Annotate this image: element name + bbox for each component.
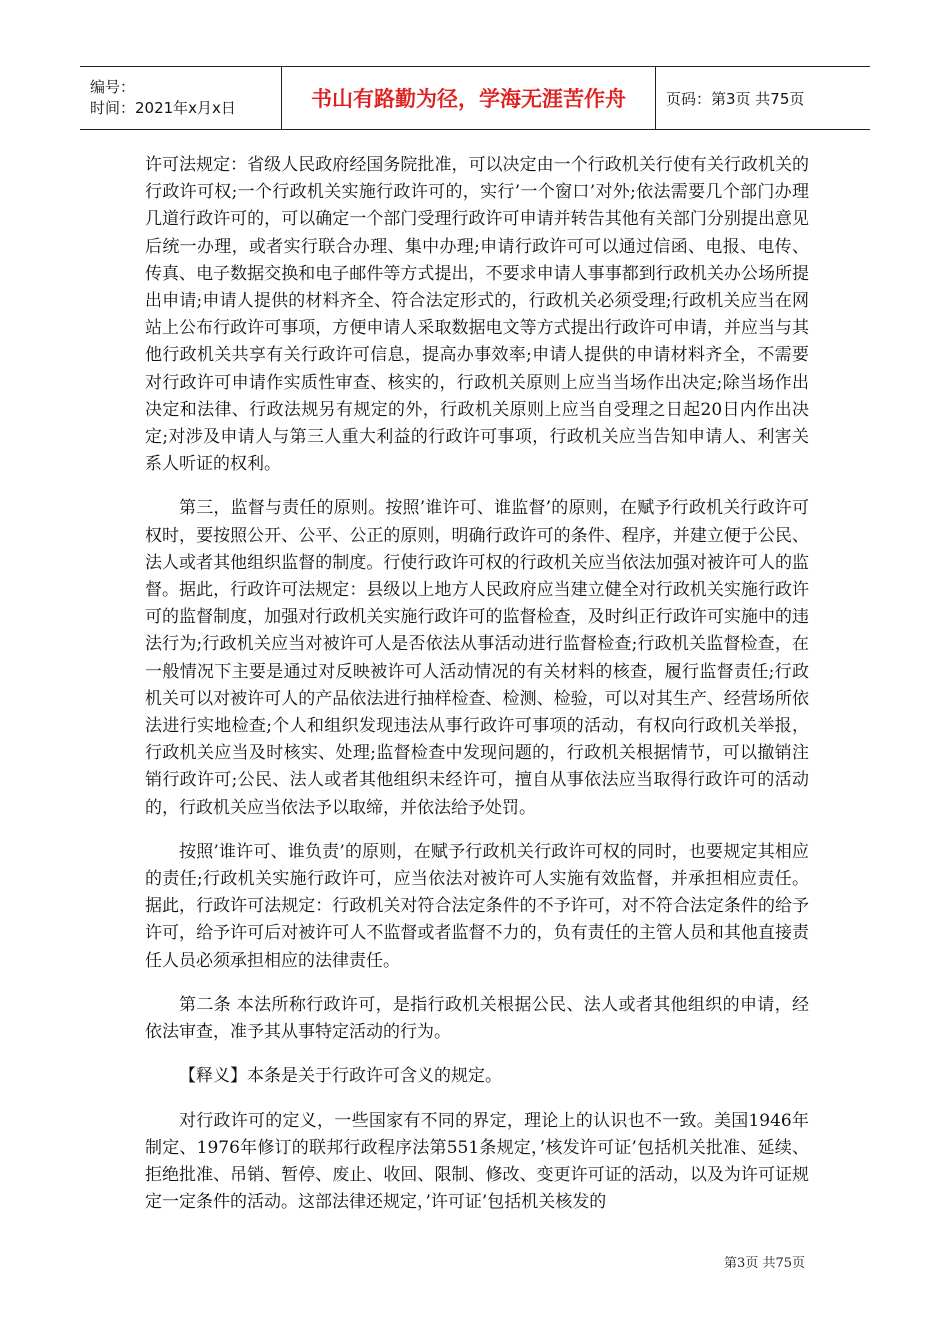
paragraph-responsibility-principle: 按照’谁许可、谁负责’的原则，在赋予行政机关行政许可权的同时，也要规定其相应的责任;行政机关实施行政许可，应当依法对被许可人实施有效监督，并承担相应责任。据此，行政许可法规定：行政机关对符合法定条件的不予许可，对不符合法定条件的给予许可，给予许可后对被许可人不监督或者监督不力的，负有责任的主管人员和其他直接责任人员必须承担相应的法律责任。 [145,841,809,971]
motto-text: 书山有路勤为径，学海无涯苦作舟 [311,87,626,111]
page-info-text: 页码：第3页 共75页 [666,89,805,108]
paragraph-definition: 对行政许可的定义，一些国家有不同的界定，理论上的认识也不一致。美国1946年制定、1976年修订的联邦行政程序法第551条规定，’核发许可证’包括机关批准、延续、拒绝批准、吊销、暂停、废止、收回、限制、修改、变更许可证的活动，以及为许可证规定一定条件的活动。这部法律还规定，’许可证’包括机关核发的 [145,1110,809,1213]
page-header [80,66,870,130]
paragraph-interpretation: 【释义】本条是关于行政许可含义的规定。 [179,1066,502,1087]
header-page-info [656,67,870,129]
footer-page-number: 第3页 共75页 [724,1256,805,1271]
document-date: 时间：2021年x月x日 [90,99,236,117]
page-footer [724,1252,805,1271]
header-motto [282,67,656,129]
document-number-label: 编号： [90,78,136,96]
paragraph-article-two: 第二条 本法所称行政许可，是指行政机关根据公民、法人或者其他组织的申请，经依法审查，准予其从事特定活动的行为。 [145,994,809,1043]
header-meta [80,67,282,129]
paragraph-continuation: 许可法规定：省级人民政府经国务院批准，可以决定由一个行政机关行使有关行政机关的行政许可权;一个行政机关实施行政许可的，实行’一个窗口’对外;依法需要几个部门办理几道行政许可的，可以确定一个部门受理行政许可申请并转告其他有关部门分别提出意见后统一办理，或者实行联合办理、集中办理;申请行政许可可以通过信函、电报、电传、传真、电子数据交换和电子邮件等方式提出，不要求申请人事事都到行政机关办公场所提出申请;申请人提供的材料齐全、符合法定形式的，行政机关必须受理;行政机关应当在网站上公布行政许可事项，方便申请人采取数据电文等方式提出行政许可申请，并应当与其他行政机关共享有关行政许可信息，提高办事效率;申请人提供的申请材料齐全，不需要对行政许可申请作实质性审查、核实的，行政机关原则上应当当场作出决定;除当场作出决定和法律、行政法规另有规定的外，行政机关原则上应当自受理之日起20日内作出决定;对涉及申请人与第三人重大利益的行政许可事项，行政机关应当告知申请人、利害关系人听证的权利。 [145,155,809,475]
document-body [145,152,809,1233]
paragraph-supervision-principle: 第三，监督与责任的原则。按照’谁许可、谁监督’的原则，在赋予行政机关行政许可权时，要按照公开、公平、公正的原则，明确行政许可的条件、程序，并建立便于公民、法人或者其他组织监督的制度。行使行政许可权的行政机关应当依法加强对被许可人的监督。据此，行政许可法规定：县级以上地方人民政府应当建立健全对行政机关实施行政许可的监督制度，加强对行政机关实施行政许可的监督检查，及时纠正行政许可实施中的违法行为;行政机关应当对被许可人是否依法从事活动进行监督检查;行政机关监督检查，在一般情况下主要是通过对反映被许可人活动情况的有关材料的核查，履行监督责任;行政机关可以对被许可人的产品依法进行抽样检查、检测、检验，可以对其生产、经营场所依法进行实地检查;个人和组织发现违法从事行政许可事项的活动，有权向行政机关举报，行政机关应当及时核实、处理;监督检查中发现问题的，行政机关根据情节，可以撤销注销行政许可;公民、法人或者其他组织未经许可，擅自从事依法应当取得行政许可的活动的，行政机关应当依法予以取缔，并依法给予处罚。 [145,498,809,818]
